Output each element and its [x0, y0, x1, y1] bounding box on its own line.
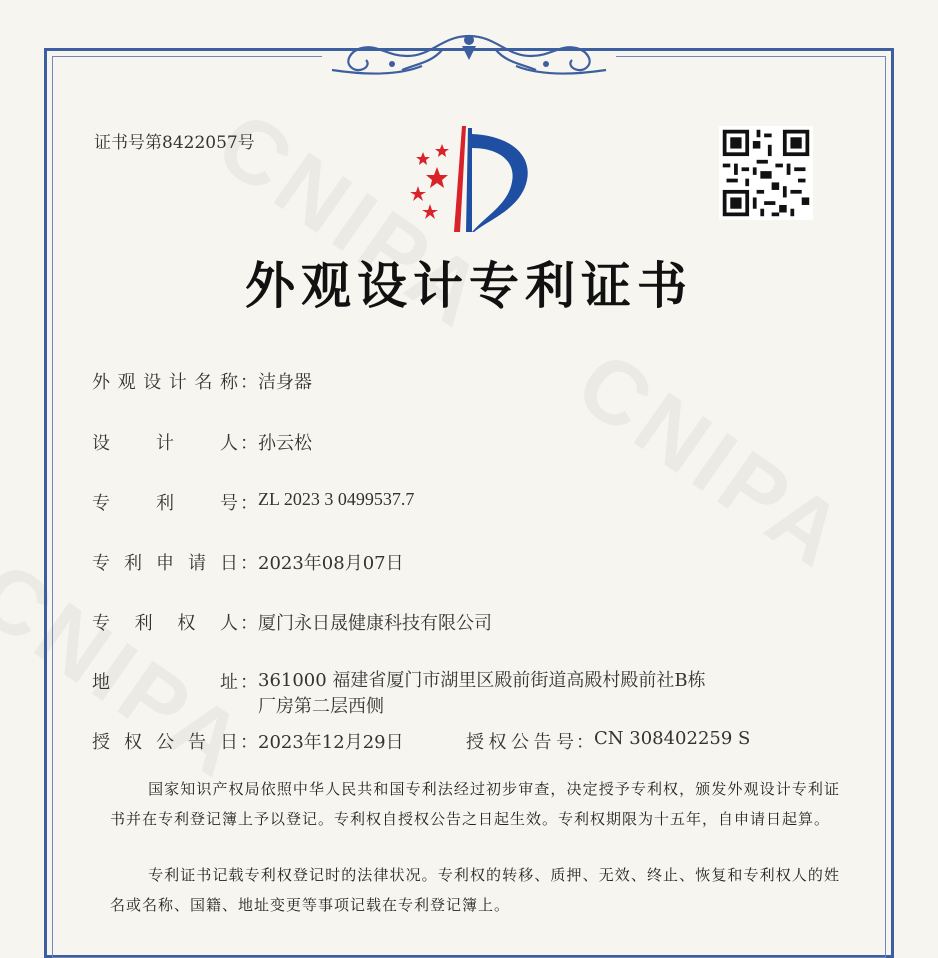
- field-address: 地址 ： 361000 福建省厦门市湖里区殿前街道高殿村殿前社B栋 厂房第二层西侧: [92, 668, 748, 720]
- field-value: 孙云松: [258, 433, 312, 454]
- field-value: 洁身器: [258, 372, 312, 393]
- qr-code: [719, 126, 813, 220]
- cnipa-emblem-icon: [396, 122, 542, 238]
- paragraph-1: [110, 774, 840, 834]
- paragraph-2-text: 专利证书记载专利权登记时的法律状况。专利权的转移、质押、无效、终止、恢复和专利权人的姓名或名称、国籍、地址变更等事项记载在专利登记簿上。: [110, 866, 840, 914]
- field-patent-number: 专利号 ： ZL 2023 3 0499537.7: [92, 489, 415, 514]
- field-value: 厦门永日晟健康科技有限公司: [258, 613, 492, 634]
- field-label: 设计人: [92, 433, 238, 454]
- field-filing-date: 专利申请日 ： 2023年08月07日: [92, 549, 404, 575]
- field-grant-number: 授权公告号 ： CN 308402259 S: [466, 728, 751, 753]
- paragraph-1-text: 国家知识产权局依照中华人民共和国专利法经过初步审查，决定授予专利权，颁发外观设计专利证书并在专利登记簿上予以登记。专利权自授权公告之日起生效。专利权期限为十五年，自申请日起算。: [110, 780, 840, 828]
- field-value: 2023年12月29日: [258, 732, 404, 753]
- address-line-1: 361000 福建省厦门市湖里区殿前街道高殿村殿前社B栋: [258, 670, 706, 691]
- field-value: [258, 668, 748, 720]
- field-value: ZL 2023 3 0499537.7: [258, 489, 415, 509]
- field-label: 授权公告号: [466, 732, 574, 753]
- ornament-icon: [322, 26, 616, 82]
- field-designer: 设计人 ： 孙云松: [92, 429, 312, 455]
- address-line-2: 厂房第二层西侧: [258, 696, 384, 717]
- certificate-number: 证书号第8422057号: [94, 133, 255, 153]
- field-label: 专利申请日: [92, 553, 238, 574]
- certificate-title: 外观设计专利证书: [245, 256, 693, 315]
- field-value: CN 308402259 S: [594, 728, 751, 749]
- field-label: 专利权人: [92, 613, 238, 634]
- field-label: 授权公告日: [92, 732, 238, 753]
- field-value: 2023年08月07日: [258, 553, 404, 574]
- field-grant-date: 授权公告日 ： 2023年12月29日: [92, 728, 404, 754]
- paragraph-2: [110, 860, 840, 920]
- field-label: 外观设计名称: [92, 372, 238, 393]
- field-patentee: 专利权人 ： 厦门永日晟健康科技有限公司: [92, 609, 492, 635]
- field-label: 地址: [92, 672, 238, 693]
- field-design-name: 外观设计名称 ： 洁身器: [92, 368, 312, 394]
- field-label: 专利号: [92, 493, 238, 514]
